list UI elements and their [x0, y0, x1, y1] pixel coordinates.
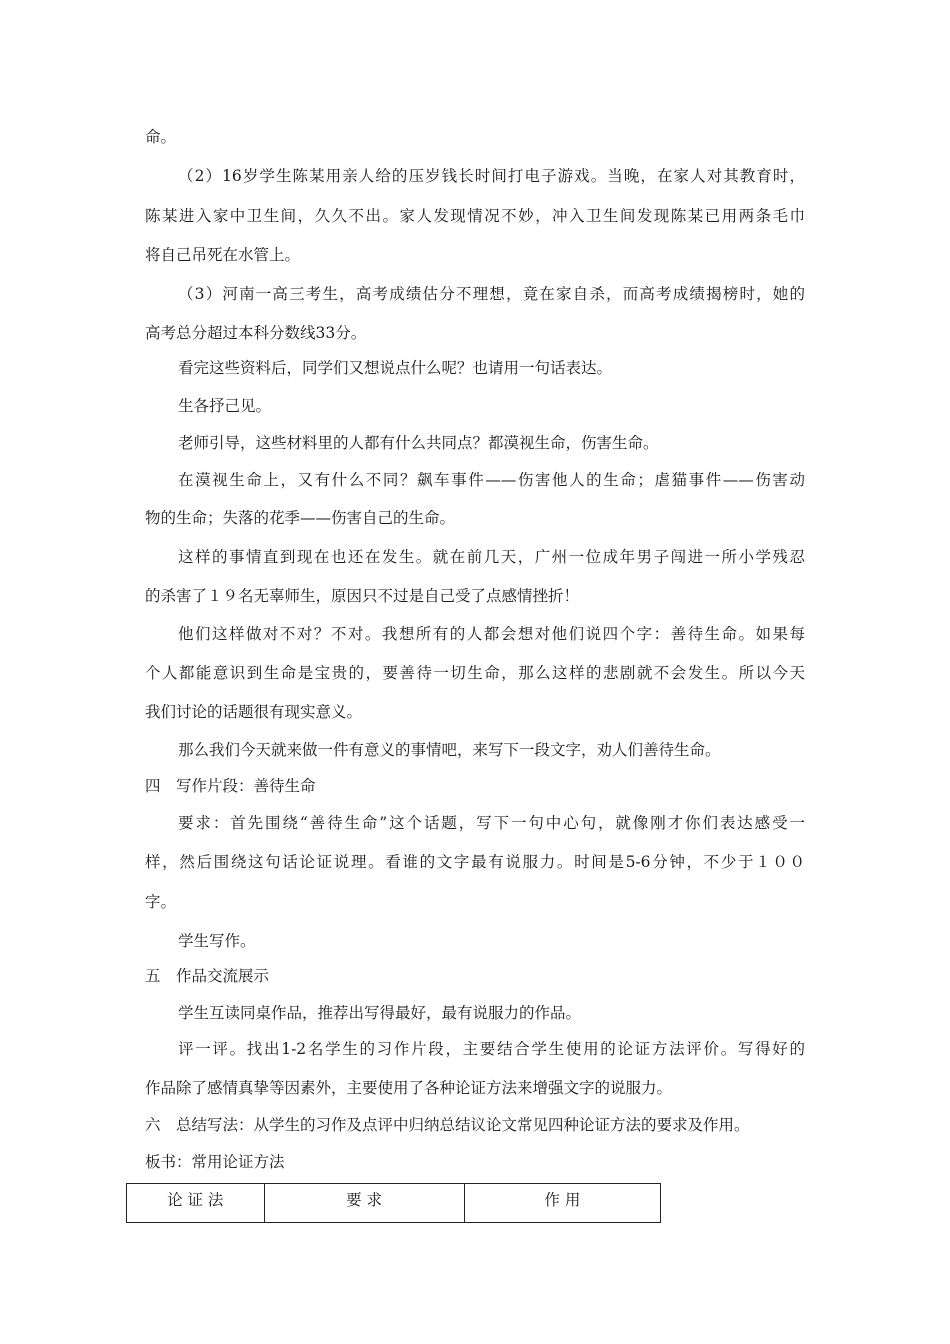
text-line: 高考总分超过本科分数线33分。 — [145, 324, 367, 342]
text-line: 看完这些资料后，同学们又想说点什么呢？也请用一句话表达。 — [178, 359, 613, 377]
text-line: 评一评。找出1-2名学生的习作片段，主要结合学生使用的论证方法评价。写得好的 — [178, 1040, 805, 1058]
text-line: 在漠视生命上，又有什么不同？飙车事件——伤害他人的生命；虐猫事件——伤害动 — [178, 471, 805, 489]
text-line: 我们讨论的话题很有现实意义。 — [145, 703, 363, 721]
text-line: 作品除了感情真挚等因素外，主要使用了各种论证方法来增强文字的说服力。 — [145, 1079, 673, 1097]
text-line: 命。 — [145, 128, 177, 146]
table-header-cell: 要 求 — [264, 1184, 464, 1223]
argument-methods-table — [126, 1183, 661, 1223]
text-line: 板书：常用论证方法 — [145, 1153, 285, 1171]
text-line: 陈某进入家中卫生间，久久不出。家人发现情况不妙，冲入卫生间发现陈某已用两条毛巾 — [145, 207, 805, 225]
text-line: 样，然后围绕这句话论证说理。看谁的文字最有说服力。时间是5-6分钟，不少于１００ — [145, 853, 805, 871]
text-line: 那么我们今天就来做一件有意义的事情吧，来写下一段文字，劝人们善待生命。 — [178, 741, 721, 759]
table-header-cell: 论 证 法 — [127, 1184, 265, 1223]
text-line: （3）河南一高三考生，高考成绩估分不理想，竟在家自杀，而高考成绩揭榜时，她的 — [178, 285, 805, 303]
text-line: 学生互读同桌作品，推荐出写得最好，最有说服力的作品。 — [178, 1004, 582, 1022]
text-line: 学生写作。 — [178, 932, 256, 950]
table-header-row — [127, 1184, 661, 1223]
text-line: 他们这样做对不对？不对。我想所有的人都会想对他们说四个字：善待生命。如果每 — [178, 625, 805, 643]
text-line: 这样的事情直到现在也还在发生。就在前几天，广州一位成年男子闯进一所小学残忍 — [178, 548, 805, 566]
text-line: （2）16岁学生陈某用亲人给的压岁钱长时间打电子游戏。当晚，在家人对其教育时， — [178, 167, 805, 185]
section-heading: 六 总结写法：从学生的习作及点评中归纳总结议论文常见四种论证方法的要求及作用。 — [145, 1116, 750, 1134]
text-line: 生各抒己见。 — [178, 397, 272, 415]
text-line: 老师引导，这些材料里的人都有什么共同点？都漠视生命，伤害生命。 — [178, 434, 659, 452]
text-line: 将自己吊死在水管上。 — [145, 246, 301, 264]
table-header-cell: 作 用 — [464, 1184, 660, 1223]
text-line: 字。 — [145, 893, 177, 911]
section-heading: 四 写作片段：善待生命 — [145, 777, 316, 795]
text-line: 的杀害了１９名无辜师生，原因只不过是自己受了点感情挫折！ — [145, 587, 580, 605]
text-line: 个人都能意识到生命是宝贵的，要善待一切生命，那么这样的悲剧就不会发生。所以今天 — [145, 664, 805, 682]
text-line: 物的生命；失落的花季——伤害自己的生命。 — [145, 509, 456, 527]
text-line: 要求：首先围绕“善待生命”这个话题，写下一句中心句，就像刚才你们表达感受一 — [178, 814, 805, 832]
section-heading: 五 作品交流展示 — [145, 967, 270, 985]
